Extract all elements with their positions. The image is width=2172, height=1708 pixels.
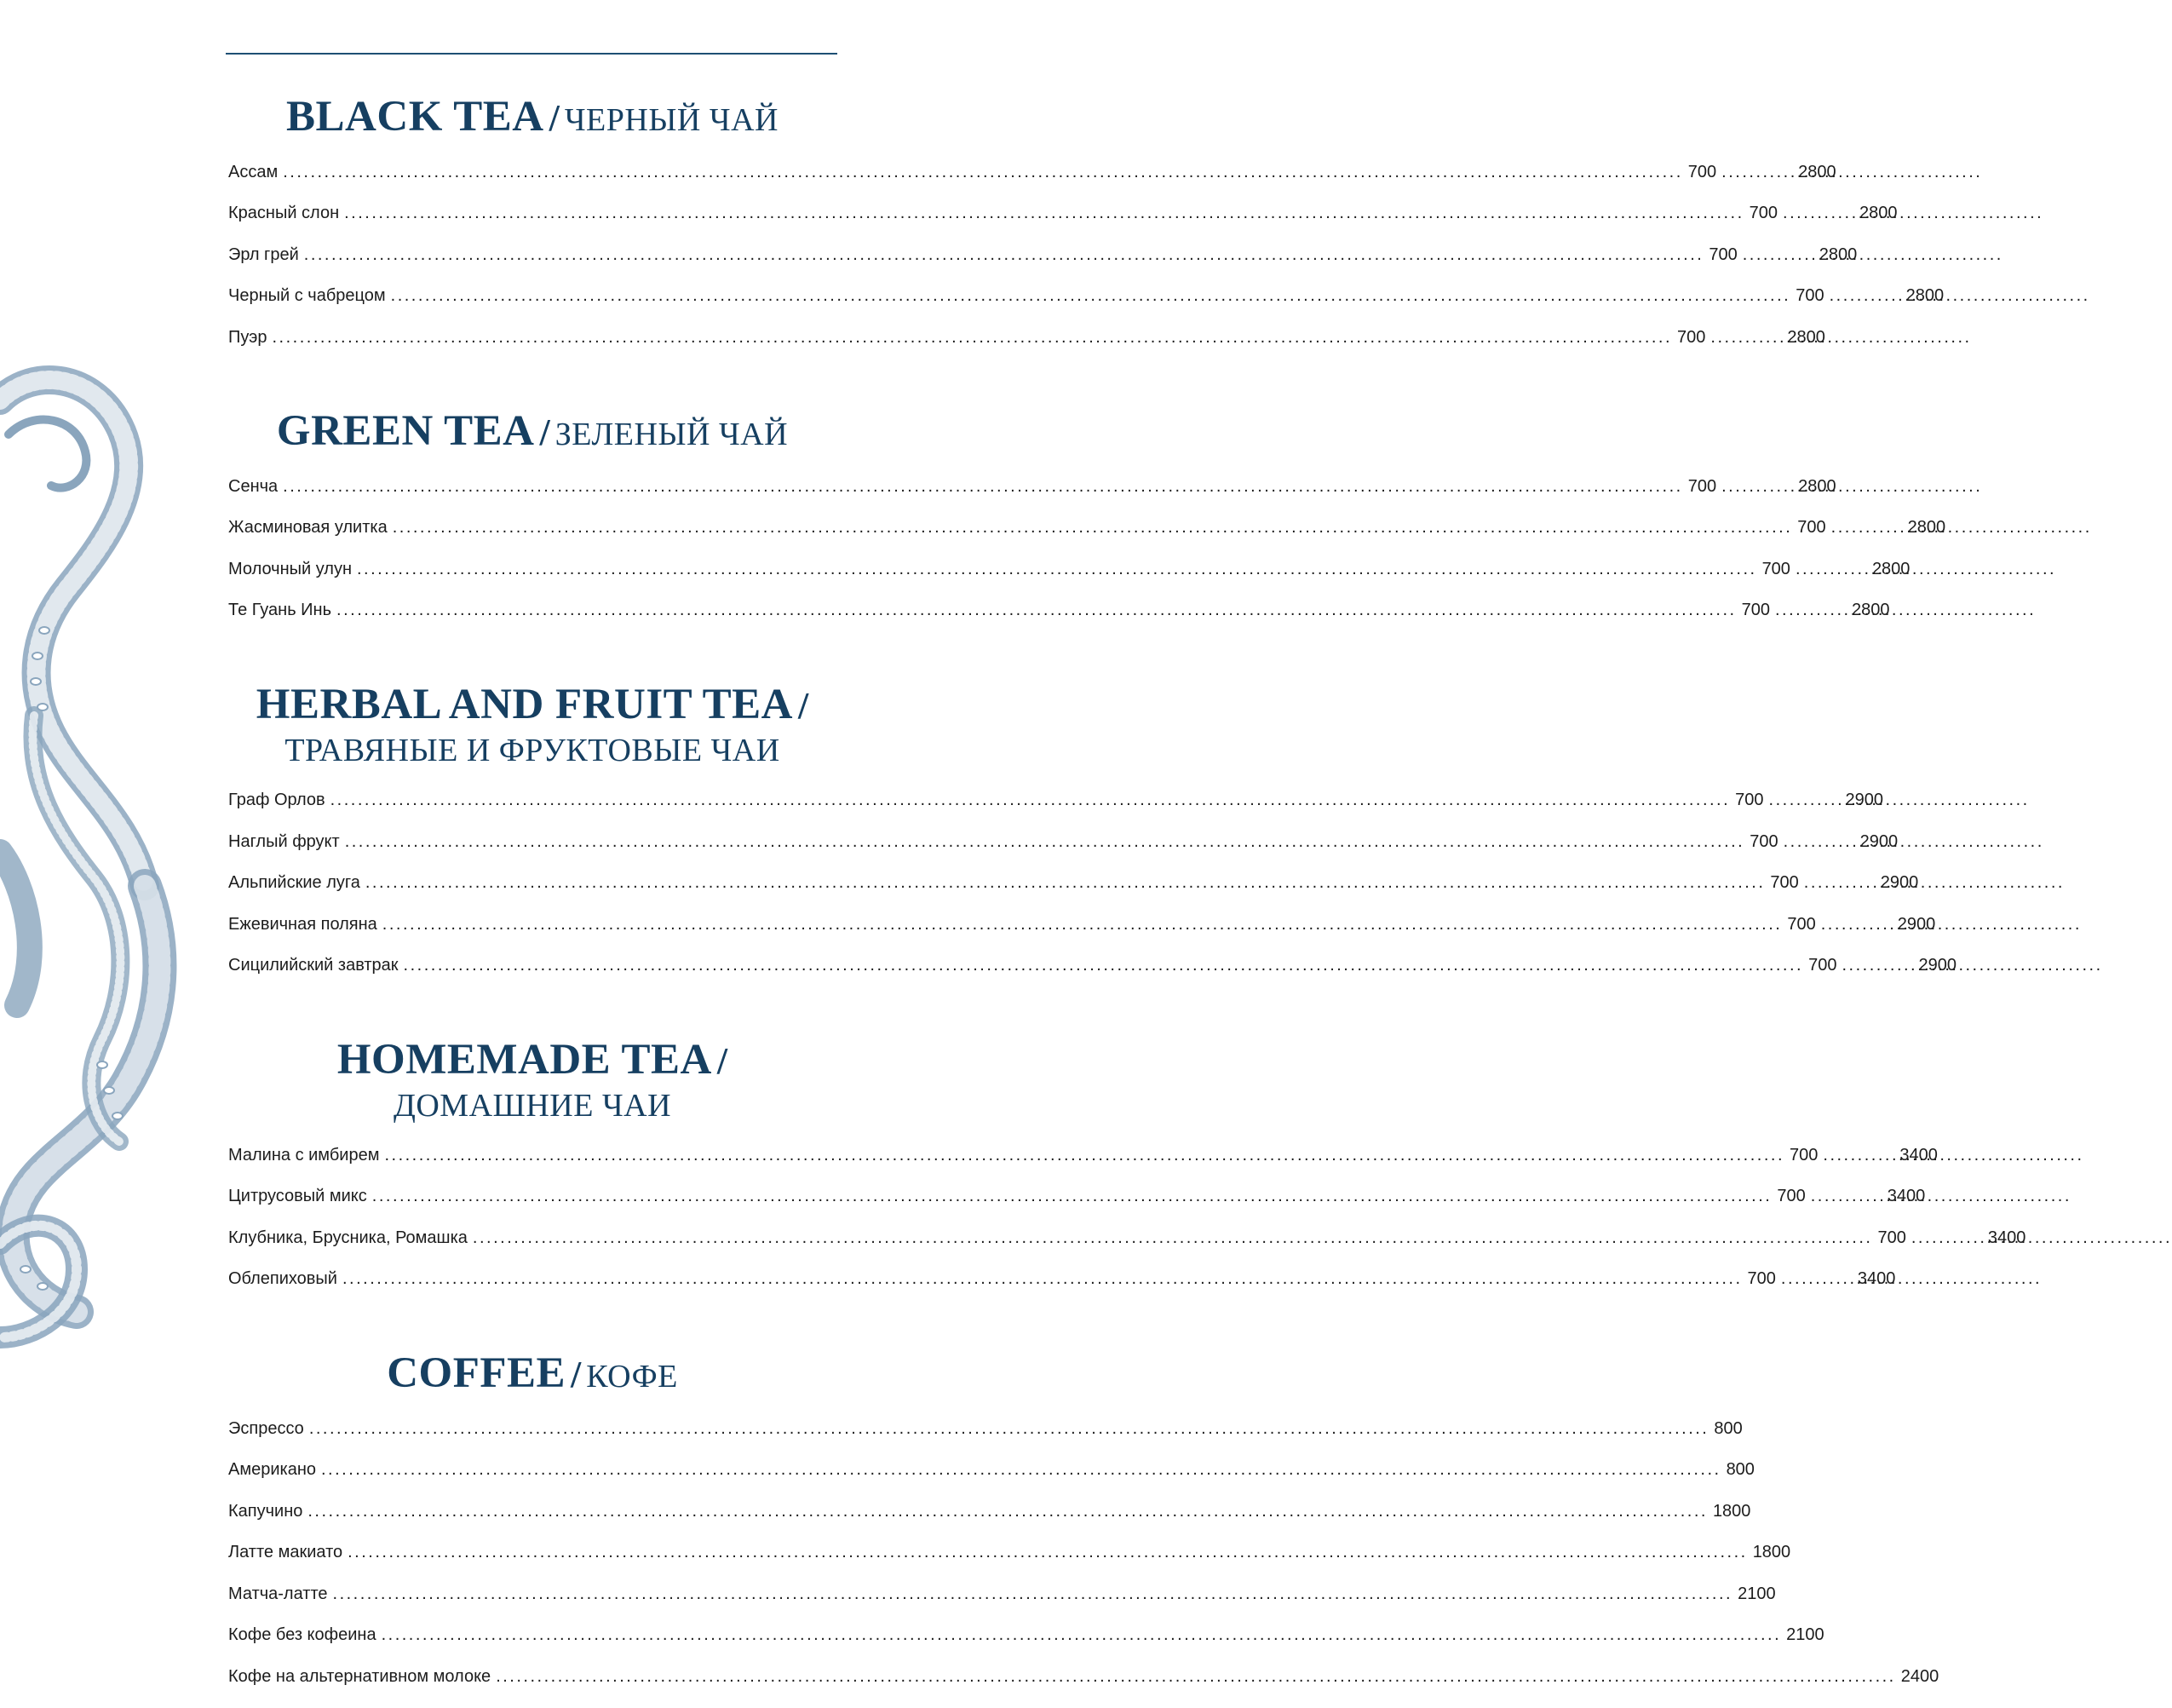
menu-item [228,1145,1938,1188]
dot-leader [391,286,1791,306]
menu-item [228,518,1946,560]
item-price-pot: 2800 [1819,244,1858,264]
item-price: 2100 [1738,1584,1776,1603]
dot-leader [1743,245,1813,265]
item-name: Капучино [228,1501,303,1521]
section-heading [228,92,836,142]
item-price: 1800 [1712,1501,1751,1521]
item-price-pot: 3400 [1987,1228,2026,1247]
dot-leader [345,832,1745,852]
dot-leader [1842,956,1911,975]
item-price-pot: 2800 [1798,162,1836,181]
dot-leader [330,791,1731,810]
item-list [228,791,1957,998]
dot-leader [1911,1228,1981,1248]
section-homemade-tea [228,1035,2026,1311]
section-title-ru: ТРАВЯНЫЕ И ФРУКТОВЫЕ ЧАИ [284,733,780,769]
menu-item [228,559,1911,601]
item-price-cup: 700 [1749,204,1778,223]
menu-item [228,1666,1939,1708]
dot-leader [1796,560,1865,579]
menu-item [228,956,1957,998]
section-heading [228,1035,836,1125]
section-title-ru: ДОМАШНИЕ ЧАИ [393,1088,672,1124]
dot-leader [1831,518,1901,538]
item-name: Латте макиато [228,1543,343,1562]
menu-item [228,1228,2026,1270]
dot-leader [348,1543,1748,1562]
dot-leader [357,560,1757,579]
section-heading [228,1349,836,1399]
dot-leader [1781,1269,1851,1289]
section-title-en: COFFEE [387,1349,566,1397]
title-separator: / [549,97,560,139]
item-price: 800 [1726,1460,1755,1480]
menu-item [228,162,1836,204]
item-name: Сенча [228,476,279,496]
section-title-ru: КОФЕ [586,1358,678,1395]
menu-item [228,204,1898,245]
title-separator: / [716,1039,728,1082]
dot-leader [336,601,1737,620]
item-price-cup: 700 [1777,1187,1806,1206]
item-price-cup: 700 [1761,559,1790,578]
item-price: 800 [1714,1418,1743,1438]
dot-leader [393,518,1793,538]
dot-leader [1821,915,1891,935]
dot-leader [342,1269,1743,1289]
item-price-cup: 700 [1787,914,1816,934]
dot-leader [1775,601,1845,620]
section-title-en: BLACK TEA [286,93,544,141]
item-name: Клубника, Брусника, Ромашка [228,1228,468,1247]
dot-leader [321,1460,1721,1480]
menu-item [228,1625,1824,1667]
dot-leader [1784,832,1853,852]
item-price-pot: 2900 [1845,791,1884,810]
menu-item [228,244,1858,287]
item-list [228,476,1946,642]
section-title-en: HERBAL AND FRUIT TEA [256,680,793,728]
dot-leader [344,204,1744,223]
item-name: Кофе без кофеина [228,1625,376,1645]
menu-item [228,831,1899,874]
dot-leader [1769,791,1839,810]
section-title-ru: ЗЕЛЕНЫЙ ЧАЙ [554,417,789,453]
dot-leader [365,873,1766,893]
item-name: Ассам [228,162,279,181]
dot-leader [1823,1146,1893,1165]
item-name: Матча-латте [228,1584,328,1603]
item-price-pot: 2800 [1905,286,1945,306]
item-price-cup: 700 [1741,601,1770,620]
dot-leader [372,1187,1773,1206]
item-price-pot: 3400 [1857,1269,1896,1289]
dot-leader [1783,204,1853,223]
menu-item [228,791,1884,832]
dot-leader [496,1667,1896,1687]
dot-leader [404,956,1804,975]
dot-leader [1804,873,1874,893]
section-title-en: HOMEMADE TEA [336,1035,712,1084]
octopus-tentacle-illustration [0,375,179,1363]
item-name: Американо [228,1460,316,1480]
item-price-pot: 2900 [1880,873,1919,893]
dot-leader [1710,328,1780,348]
item-price-pot: 2900 [1918,956,1957,975]
dot-leader [1830,286,1899,306]
item-price-cup: 700 [1735,791,1764,810]
item-price-cup: 700 [1687,476,1717,496]
menu-item [228,1543,1791,1584]
dot-leader [1721,477,1791,497]
menu-item [228,1418,1743,1461]
item-price-cup: 700 [1750,831,1778,851]
item-price-cup: 700 [1796,286,1824,306]
item-list [228,162,1945,370]
item-price-cup: 700 [1677,327,1706,347]
item-price-cup: 700 [1747,1269,1776,1289]
item-name: Облепиховый [228,1269,337,1289]
dot-leader [283,163,1683,182]
dot-leader [333,1584,1733,1604]
item-name: Красный слон [228,204,340,223]
item-price-cup: 700 [1687,162,1717,181]
menu-item [228,601,1890,642]
section-heading [228,406,836,457]
item-price: 2100 [1786,1625,1824,1645]
item-price-cup: 700 [1770,873,1799,893]
item-name: Кофе на альтернативном молоке [228,1666,491,1686]
menu-item [228,327,1825,370]
menu-item [228,1187,1926,1228]
item-name: Пуэр [228,327,267,347]
item-price-cup: 700 [1709,244,1738,264]
item-name: Эспрессо [228,1418,304,1438]
item-price-pot: 2800 [1851,601,1890,620]
item-price: 2400 [1900,1666,1939,1686]
dot-leader [382,1625,1782,1645]
item-price-pot: 2800 [1871,559,1911,578]
title-separator: / [571,1353,582,1395]
dot-leader [382,915,1783,935]
item-name: Сицилийский завтрак [228,956,399,975]
item-name: Цитрусовый микс [228,1187,367,1206]
menu-item [228,1501,1751,1544]
drinks-menu [228,85,2026,1708]
section-title-en: GREEN TEA [276,407,535,456]
item-price-pot: 2900 [1897,914,1936,934]
title-separator: / [539,411,550,454]
item-name: Эрл грей [228,244,299,264]
section-black-tea [228,92,1945,369]
item-price-pot: 2900 [1859,831,1899,851]
top-divider-rule [226,53,837,55]
item-price-cup: 700 [1790,1145,1819,1165]
item-price-pot: 2800 [1907,518,1946,538]
dot-leader [307,1502,1708,1521]
item-list [228,1145,2026,1311]
item-name: Малина с имбирем [228,1145,380,1165]
item-price-pot: 2800 [1787,327,1825,347]
menu-item [228,1460,1755,1502]
section-heading [228,680,836,770]
dot-leader [272,328,1672,348]
section-title-ru: ЧЕРНЫЙ ЧАЙ [564,102,779,138]
menu-item [228,476,1836,519]
section-coffee [228,1349,1939,1708]
item-price-cup: 700 [1808,956,1837,975]
item-price-cup: 700 [1797,518,1826,538]
dot-leader [309,1419,1709,1439]
section-green-tea [228,406,1946,642]
menu-item [228,1269,1896,1311]
dot-leader [283,477,1683,497]
item-price-pot: 2800 [1859,204,1898,223]
title-separator: / [797,684,809,727]
item-price: 1800 [1752,1543,1791,1562]
item-price-cup: 700 [1877,1228,1906,1247]
dot-leader [384,1146,1784,1165]
menu-item [228,914,1936,957]
item-list [228,1418,1939,1708]
item-price-pot: 3400 [1899,1145,1938,1165]
item-name: Те Гуань Инь [228,601,332,620]
item-name: Альпийские луга [228,873,360,893]
item-name: Черный с чабрецом [228,286,386,306]
dot-leader [473,1228,1873,1248]
section-herbal-fruit-tea [228,680,1957,998]
item-name: Граф Орлов [228,791,325,810]
menu-item [228,1584,1776,1626]
item-price-pot: 3400 [1887,1187,1926,1206]
item-name: Молочный улун [228,559,352,578]
menu-item [228,286,1945,328]
dot-leader [1721,163,1791,182]
item-name: Ежевичная поляна [228,914,377,934]
menu-item [228,873,1919,915]
item-name: Наглый фрукт [228,831,340,851]
dot-leader [304,245,1704,265]
item-price-pot: 2800 [1798,476,1836,496]
dot-leader [1811,1187,1881,1206]
item-name: Жасминовая улитка [228,518,388,538]
